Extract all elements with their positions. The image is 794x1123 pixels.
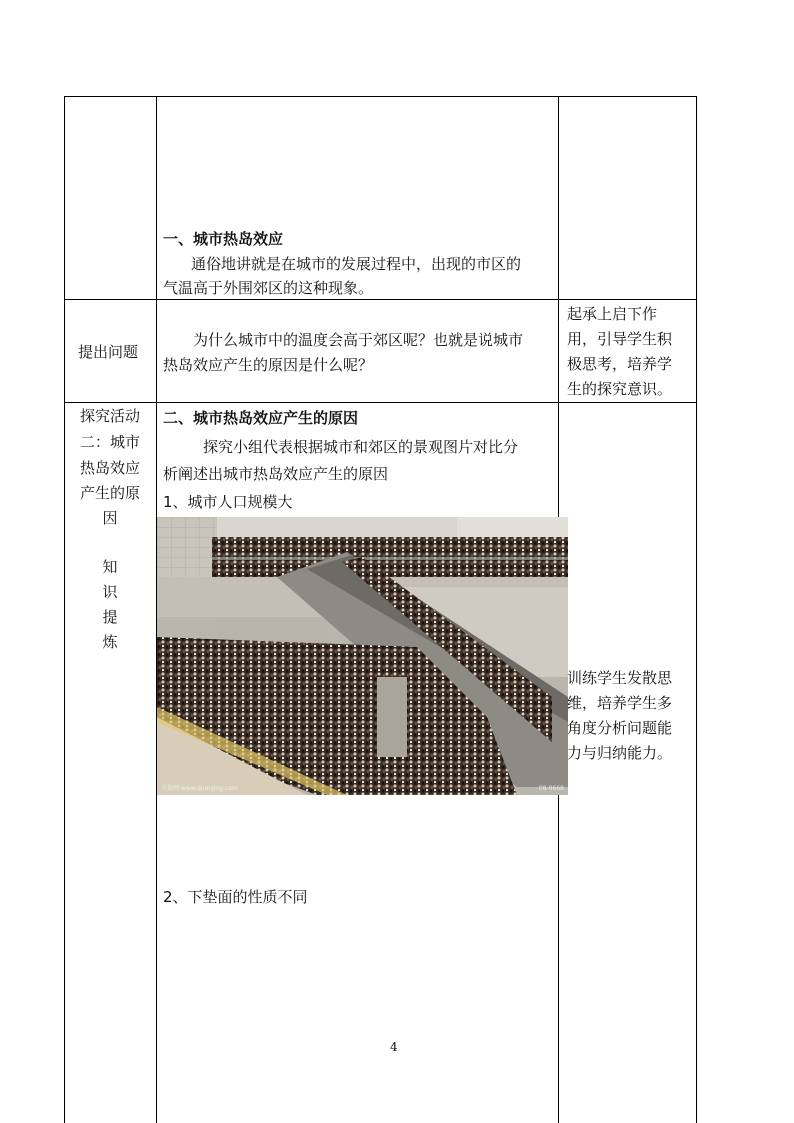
definition-line-1: 通俗地讲就是在城市的发展过程中，出现的市区的: [191, 255, 522, 273]
note-1-line-1: 起承上启下作: [567, 305, 658, 323]
note-2-line-4: 力与归纳能力。: [567, 744, 673, 762]
note-1-line-2: 用，引导学生积: [567, 330, 673, 348]
row-divider-2: [64, 402, 697, 403]
intro-line-1: 探究小组代表根据城市和郊区的景观图片对比分: [203, 438, 519, 456]
table-right-border: [696, 96, 697, 1123]
note-2-line-1: 训练学生发散思: [567, 669, 673, 687]
note-1-line-3: 极思考，培养学: [567, 355, 673, 373]
note-2-line-3: 角度分析问题能: [567, 719, 673, 737]
table-top-border: [64, 96, 697, 97]
row-label-activity-line-1: 探究活动: [79, 407, 140, 425]
section-heading-2: 二、城市热岛效应产生的原因: [163, 409, 359, 427]
note-2-line-2: 维，培养学生多: [567, 694, 673, 712]
intro-line-2: 析阐述出城市热岛效应产生的原因: [163, 465, 389, 483]
photo-watermark-left: 全景网 www.quanjing.com: [161, 785, 238, 792]
question-line-2: 热岛效应产生的原因是什么呢？: [163, 356, 374, 374]
definition-line-2: 气温高于外围郊区的这种现象。: [163, 279, 374, 297]
point-1: 1、城市人口规模大: [163, 493, 293, 511]
row-label-knowledge-char-4: 炼: [102, 633, 118, 651]
row-label-activity-line-3: 热岛效应: [79, 459, 140, 477]
row-label-knowledge-char-2: 识: [102, 583, 118, 601]
page-number: 4: [390, 1040, 398, 1054]
row-label-activity-line-5: 因: [102, 509, 118, 527]
point-2: 2、下垫面的性质不同: [163, 888, 308, 906]
row-divider-1: [64, 299, 697, 300]
table-left-border: [64, 96, 65, 1123]
row-label-activity-line-4: 产生的原: [79, 484, 140, 502]
crowded-station-photo: [157, 517, 568, 795]
row-label-knowledge-char-1: 知: [102, 558, 118, 576]
section-heading-1: 一、城市热岛效应: [163, 230, 284, 248]
row-label-knowledge-char-3: 提: [102, 608, 118, 626]
photo-watermark-right: 08-9668: [538, 785, 564, 792]
note-1-line-4: 生的探究意识。: [567, 380, 673, 398]
row-label-question: 提出问题: [78, 343, 139, 361]
question-line-1: 为什么城市中的温度会高于郊区呢？也就是说城市: [193, 331, 524, 349]
row-label-activity-line-2: 二：城市: [79, 433, 140, 451]
